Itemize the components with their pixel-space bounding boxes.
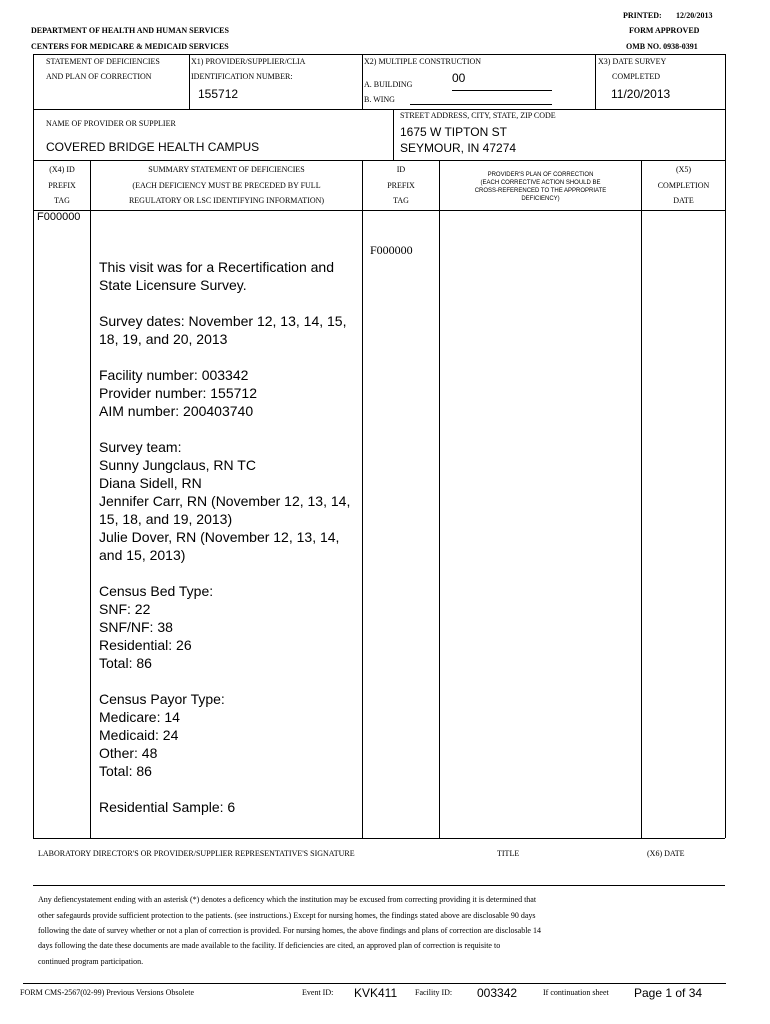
rule [90, 160, 91, 838]
rule [362, 54, 363, 109]
rule [641, 160, 642, 838]
rule [33, 885, 725, 886]
form-number: FORM CMS-2567(02-99) Previous Versions Obsolete [20, 988, 195, 997]
x1-label-2: IDENTIFICATION NUMBER: [191, 72, 293, 81]
statement-label-2: AND PLAN OF CORRECTION [46, 72, 152, 81]
x5-header-1: (X5) [675, 165, 692, 174]
id-header-2: PREFIX [387, 181, 415, 190]
x6-date-label: (X6) DATE [647, 849, 685, 858]
omb-number: OMB NO. 0938-0391 [626, 42, 698, 51]
title-label: TITLE [497, 849, 520, 858]
wing-underline [410, 104, 552, 105]
summary-header-2: (EACH DEFICIENCY MUST BE PRECEDED BY FULL [132, 181, 321, 190]
rule [393, 109, 394, 160]
rule [189, 54, 190, 109]
plan-header-3: CROSS-REFERENCED TO THE APPROPRIATE [474, 188, 607, 194]
rule [725, 54, 726, 838]
id-header-3: TAG [393, 196, 409, 205]
rule [362, 160, 363, 838]
plan-header-2: (EACH CORRECTIVE ACTION SHOULD BE [480, 180, 601, 186]
x3-completed: COMPLETED [612, 72, 660, 81]
form-approved: FORM APPROVED [629, 26, 700, 35]
printed-date: 12/20/2013 [676, 11, 713, 20]
page-number: Page 1 of 34 [634, 986, 703, 1000]
x1-label-1: X1) PROVIDER/SUPPLIER/CLIA [191, 57, 306, 66]
rule [33, 54, 725, 55]
disclaimer-line-4: days following the date these documents are made available to the facility. If deficiencies are cited, an approved plan of correction is requisite to [38, 941, 501, 950]
building-label: A. BUILDING [364, 80, 413, 89]
plan-header-4: DEFICIENCY) [521, 196, 560, 202]
address-line-2: SEYMOUR, IN 47274 [400, 141, 517, 155]
x4-header-3: TAG [54, 196, 70, 205]
x5-header-3: DATE [673, 196, 694, 205]
facility-id-label: Facility ID: [415, 988, 453, 997]
x3-value: 11/20/2013 [611, 87, 671, 101]
wing-label: B. WING [364, 95, 395, 104]
rule [595, 54, 596, 109]
facility-id-value: 003342 [477, 986, 518, 1000]
plan-header-1: PROVIDER'S PLAN OF CORRECTION [487, 172, 594, 178]
x4-header-2: PREFIX [48, 181, 76, 190]
footer-rule [23, 983, 726, 984]
disclaimer-line-2: other safegaurds provide sufficient protection to the patients. (see instructions.) Except for nursing homes, the findings stated above are disclosable 90 days [38, 911, 536, 920]
x2-underline [452, 90, 552, 91]
address-label: STREET ADDRESS, CITY, STATE, ZIP CODE [400, 111, 556, 120]
disclaimer-line-3: following the date of survey whether or not a plan of correction is provided. For nursing homes, the above findings and plans of correction are disclosable 14 [38, 926, 541, 935]
dept-title: DEPARTMENT OF HEALTH AND HUMAN SERVICES [31, 26, 229, 35]
rule [33, 160, 725, 161]
summary-header-1: SUMMARY STATEMENT OF DEFICIENCIES [148, 165, 305, 174]
rule [439, 160, 440, 838]
tag-right: F000000 [370, 243, 413, 257]
x1-value: 155712 [198, 87, 239, 101]
id-header-1: ID [396, 165, 406, 174]
provider-name-value: COVERED BRIDGE HEALTH CAMPUS [46, 140, 260, 154]
deficiency-narrative: This visit was for a Recertification and State Licensure Survey. Survey dates: November 12, 13, 14, 15, 18, 19, and 20, 2013 Facility number: 003342 Provider number: 155712 AIM number: 200403740 Survey team: Sunny Jungclaus, RN TC Diana Sidell, RN Jennifer Carr, RN (November 12, 13, 14, 15, 18, and 19, 2013) Julie Dover, RN (November 12, 13, 14, and 15, 2013) Census Bed Type: SNF: 22 SNF/NF: 38 Residential: 26 Total: 86 Census Payor Type: Medicare: 14 Medicaid: 24 Other: 48 Total: 86 Residential Sample: 6 [99, 259, 351, 815]
disclaimer-line-1: Any defiencystatement ending with an asterisk (*) denotes a deficency which the institution may be excused from correcting providing it is determined that [38, 895, 537, 904]
x3-label: X3) DATE SURVEY [598, 57, 667, 66]
statement-label-1: STATEMENT OF DEFICIENCIES [46, 57, 160, 66]
signature-label: LABORATORY DIRECTOR'S OR PROVIDER/SUPPLIER REPRESENTATIVE'S SIGNATURE [38, 849, 355, 858]
rule [33, 838, 725, 839]
continuation-label: If continuation sheet [543, 988, 609, 997]
tag-left: F000000 [37, 211, 81, 223]
address-line-1: 1675 W TIPTON ST [400, 125, 507, 139]
x4-header-1: (X4) ID [49, 165, 75, 174]
event-id-value: KVK411 [354, 986, 398, 1000]
rule [33, 109, 725, 110]
x5-header-2: COMPLETION [657, 181, 710, 190]
rule [33, 210, 725, 211]
provider-name-label: NAME OF PROVIDER OR SUPPLIER [46, 119, 176, 128]
x2-value: 00 [452, 71, 466, 85]
centers-title: CENTERS FOR MEDICARE & MEDICAID SERVICES [31, 42, 229, 51]
disclaimer-line-5: continued program participation. [38, 957, 144, 966]
printed-label: PRINTED: [623, 11, 662, 20]
summary-header-3: REGULATORY OR LSC IDENTIFYING INFORMATION) [128, 196, 325, 205]
event-id-label: Event ID: [302, 988, 334, 997]
x2-label: X2) MULTIPLE CONSTRUCTION [364, 57, 482, 66]
